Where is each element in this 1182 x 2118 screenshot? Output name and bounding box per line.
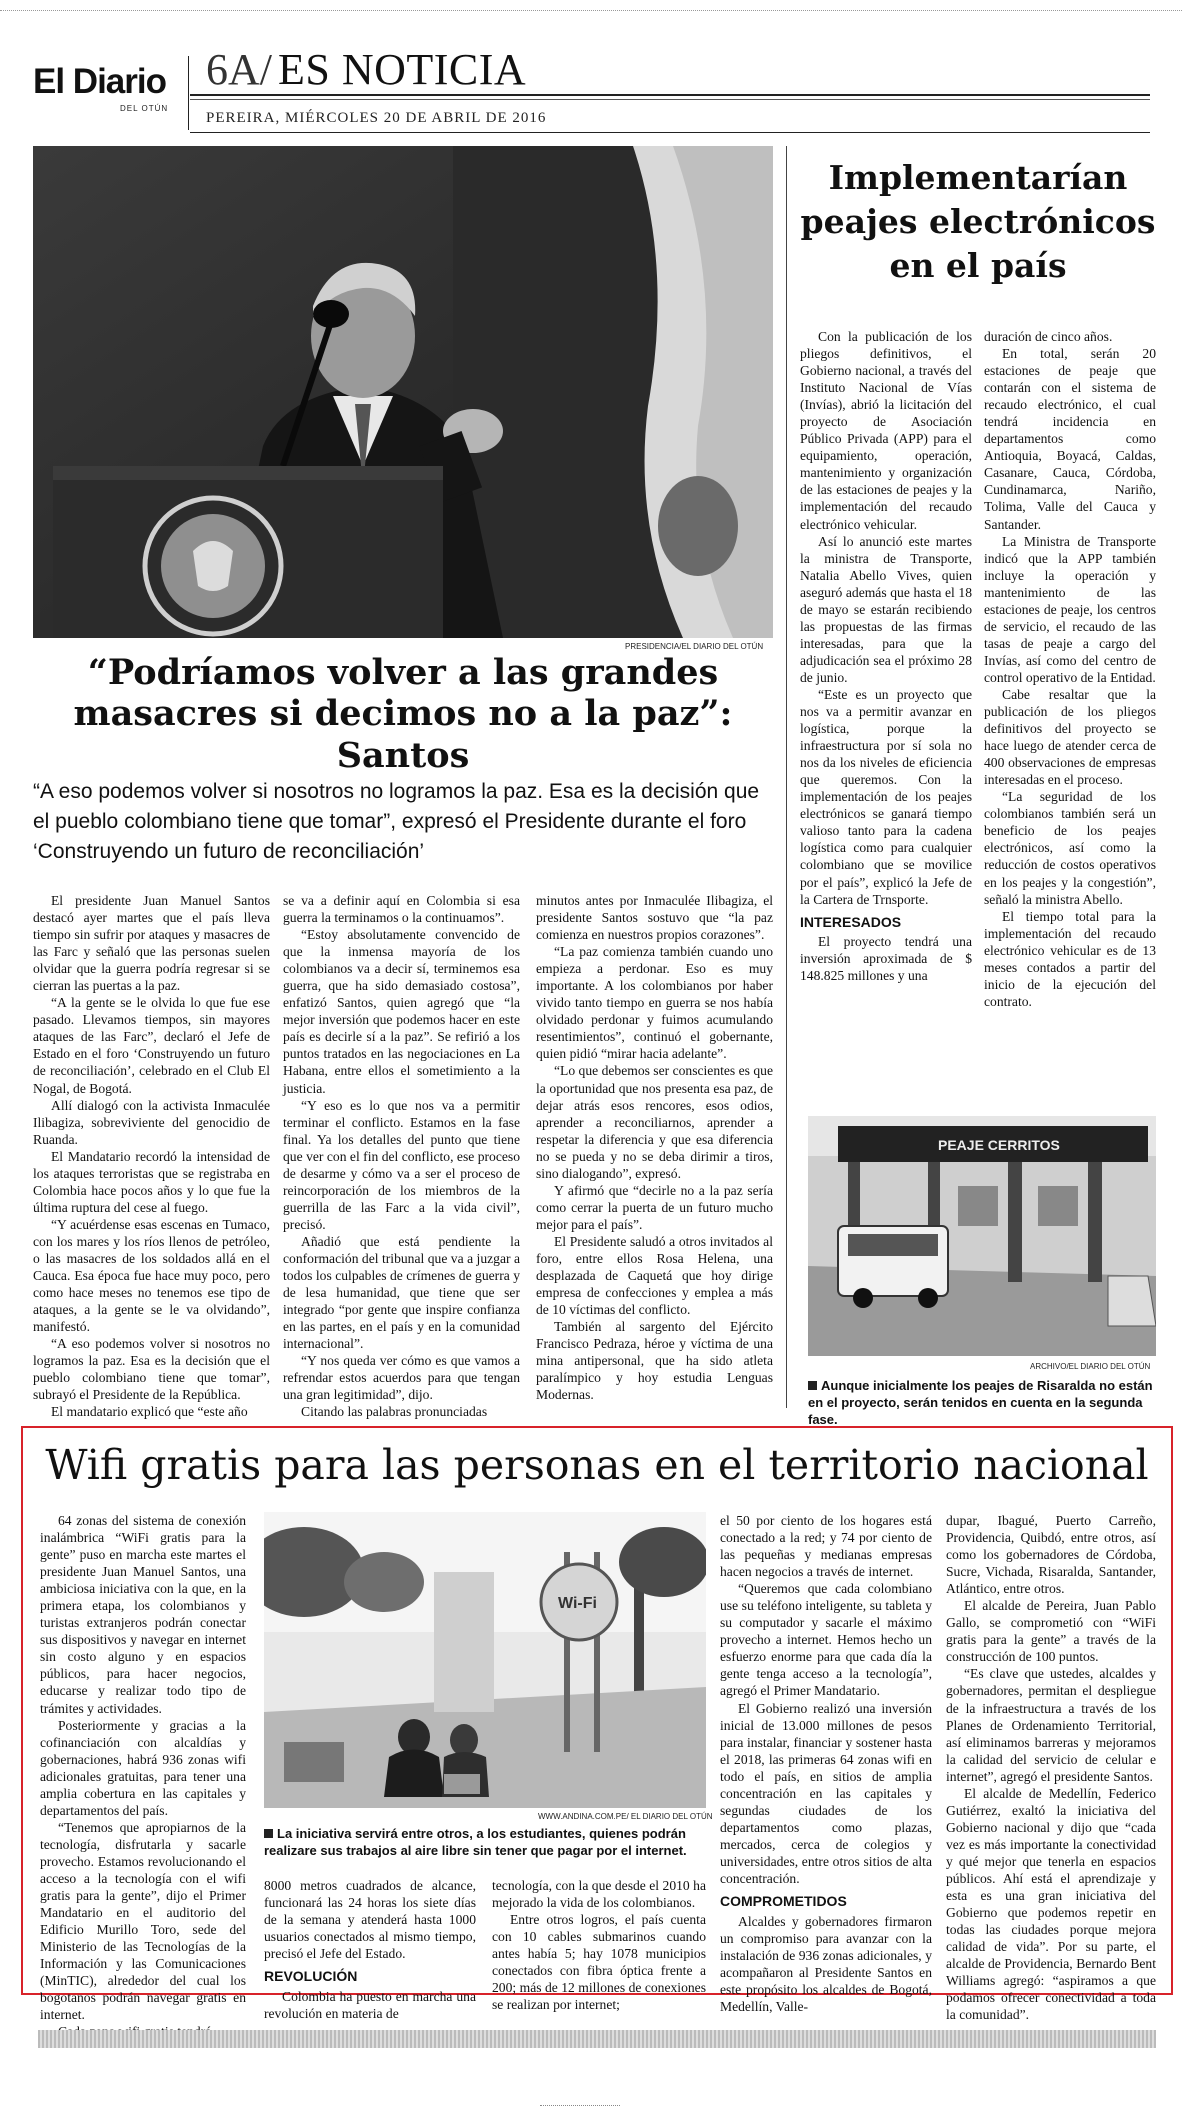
paragraph: Posteriormente y gracias a la cofinanciación con alcaldías y gobernaciones, habrá 936 zonas wifi adicionales gratuitas, para tener una amplia cobertura en las capitales y departamentos del país. [40, 1717, 246, 1818]
dateline: PEREIRA, MIÉRCOLES 20 DE ABRIL DE 2016 [206, 110, 547, 126]
paragraph: “Lo que debemos ser conscientes es que la oportunidad que nos presenta esa paz, de dejar atrás esos rencores, esos odios, aprender a reconciliarnos, aprender a respetar la diferencia y que esa diferencia no se pueda y no se deba dirimir a tiros, sino dialogando”, expresó. [536, 1063, 773, 1181]
paragraph: 64 zonas del sistema de conexión inalámbrica “WiFi gratis para la gente” puso en marcha este martes el presidente Juan Manuel Santos, una ambiciosa iniciativa con la que, en la primera etapa, los colombianos y turistas extranjeros podrán conectar sus dispositivos y navegar en internet sin costo alguno y en espacios públicos, para hacer negocios, educarse y realizar todo tipo de trámites y actividades. [40, 1513, 246, 1716]
paragraph: “A eso podemos volver si nosotros no logramos la paz. Esa es la decisión que el pueblo colombiano tiene que tomar”, subrayó el Presidente de la República. [33, 1336, 270, 1403]
wifi-column-3 [492, 1877, 706, 2013]
paragraph: En total, serán 20 estaciones de peaje que contarán con el sistema de recaudo electrónico, el cual tendrá incidencia en departamentos como Antioquia, Boyacá, Caldas, Casanare, Cauca, Córdoba, Cundinamarca, Nariño, Tolima, Valle del Cauca y Santander. [984, 346, 1156, 532]
paragraph: el 50 por ciento de los hogares está conectado a la red; y 74 por ciento de las pequeñas y medianas empresas hacen negocios a través de internet. [720, 1513, 932, 1580]
header-rule [190, 94, 1150, 96]
subheading: INTERESADOS [800, 913, 902, 930]
paragraph: “Es clave que ustedes, alcaldes y gobernadores, permitan el despliegue de la infraestructura a través de los Planes de Ordenamiento Territorial, así eliminamos barreras y mejoramos la calidad del servicio de celular e internet”, agregó el presidente Santos. [946, 1666, 1156, 1784]
paragraph: El alcalde de Pereira, Juan Pablo Gallo, se comprometió con “WiFi gratis para la gente” a través de la construcción de 100 puntos. [946, 1598, 1156, 1665]
paragraph: Cabe resaltar que la publicación de los pliegos definitivos del proyecto se hace luego de atender cerca de 400 observaciones de empresas interesadas en el proceso. [984, 686, 1156, 788]
paragraph: El proyecto tendrá una inversión aproximada de $ 148.825 millones y una [800, 934, 972, 984]
wifi-photo-credit: WWW.ANDINA.COM.PE/ EL DIARIO DEL OTÚN [538, 1812, 713, 1821]
bottom-band [38, 2030, 1156, 2048]
santos-photo-illustration [33, 146, 773, 638]
paragraph: “Tenemos que apropiarnos de la tecnología, disfrutarla y sacarle provecho. Estamos revolucionando el acceso a la tecnología con el wifi gratis para la gente”, dijo el Primer Mandatario en el auditorio del Edificio Murillo Toro, sede del Ministerio de las Tecnologías de la Información y las Comunicaciones (MinTIC), alrededor del cual los bogotanos podrán navegar gratis en internet. [40, 1819, 246, 2023]
wifi-photo [264, 1512, 706, 1808]
peajes-headline: Implementarían peajes electrónicos en el país [800, 158, 1156, 285]
paragraph: También al sargento del Ejército Francisco Pedraza, héroe y víctima de una mina antipersonal, que ha sido atleta paralímpico y hoy estudia Lenguas Modernas. [536, 1319, 773, 1403]
page-number: 6A/ [206, 45, 272, 94]
dateline-rule [190, 132, 1150, 133]
santos-column-3 [536, 892, 773, 1403]
paragraph: minutos antes por Inmaculée Ilibagiza, el presidente Santos sostuvo que “la paz comienza en nuestros propios corazones”. [536, 893, 773, 943]
peaje-caption-text: Aunque inicialmente los peajes de Risaralda no están en el proyecto, serán tenidos en cuenta en la segunda fase. [808, 1378, 1153, 1427]
paragraph: “Y acuérdense esas escenas en Tumaco, con los mares y los ríos llenos de petróleo, o las masacres de los soldados allá en el Cauca. Esa época fue hace muy poco, pero como hace meses no tenemos ese tipo de ataques, a la gente se le va olvidando”, manifestó. [33, 1216, 270, 1335]
paragraph: Allí dialogó con la activista Inmaculée Ilibagiza, sobreviviente del genocidio de Ruanda. [33, 1097, 270, 1147]
section-title: ES NOTICIA [278, 45, 527, 94]
paragraph: La Ministra de Transporte indicó que la APP también incluye la operación y mantenimiento de las estaciones de peaje, los centros de servicio, el recaudo de las tasas de peaje a cargo del Invías, así como del centro de control operativo de la Entidad. [984, 533, 1156, 685]
peaje-photo-illustration [808, 1116, 1156, 1356]
paragraph: “Y eso es lo que nos va a permitir terminar el conflicto. Estamos en la fase final. Ya los detalles del punto que tiene que ver con el fin del conflicto, ese proceso de desarme y cómo va a ser el proceso de reincorporación de los miembros de la guerrilla de las Farc a la vida civil”, precisó. [283, 1097, 520, 1232]
paragraph: El mandatario explicó que “este año [51, 1404, 248, 1420]
wifi-column-5 [946, 1512, 1156, 2023]
bottom-edge [540, 2105, 620, 2112]
paragraph: Y afirmó que “decirle no a la paz sería como cerrar la puerta de un futuro mucho mejor para el país”. [536, 1182, 773, 1232]
newspaper-logo-sub: DEL OTÚN [120, 104, 169, 113]
wifi-headline: Wifi gratis para las personas en el territorio nacional [45, 1441, 1149, 1489]
paragraph: El alcalde de Medellín, Federico Gutiérrez, exaltó la iniciativa del Gobierno nacional y dijo que “cada vez es más importante la conectividad y qué mejor que tenerla en espacios públicos. Ahí está el aprendizaje y esta es una gran iniciativa del Gobierno que podemos repetir en todas las ciudades porque mejora calidad de vida”. Por su parte, el alcalde de Providencia, Bernardo Bent Williams agregó: “aspiramos a que podamos ofrecer conectividad a toda la comunidad”. [946, 1785, 1156, 2023]
peaje-photo [808, 1116, 1156, 1356]
paragraph: Citando las palabras pronunciadas [301, 1404, 488, 1420]
paragraph: Entre otros logros, el país cuenta con 10 cables submarinos cuando antes había 5; hay 1078 municipios conectados con fibra óptica frente a 200; más de 12 millones de conexiones se realizan por internet; [492, 1912, 706, 2013]
peajes-column-2 [984, 328, 1156, 1010]
header-rule-thin [190, 99, 1150, 100]
top-edge [0, 0, 1182, 11]
subheading: COMPROMETIDOS [720, 1893, 847, 1910]
column-divider [786, 146, 787, 1408]
paragraph: tecnología, con la que desde el 2010 ha mejorado la vida de los colombianos. [492, 1878, 706, 1911]
paragraph: Añadió que está pendiente la conformación del tribunal que va a juzgar a todos los culpables de crímenes de guerra y de lesa humanidad, que tiene que ser integrado “por gente que inspire confianza en las partes, en el país y en la comunidad internacional”. [283, 1233, 520, 1352]
caption-bullet-icon [264, 1829, 273, 1838]
paragraph: “La paz comienza también cuando uno empieza a perdonar. Eso es muy importante. A los colombianos por haber vivido tanto tiempo en guerra se nos había olvidado perdonar y fuimos acumulando resentimientos”, continuó el gobernante, quien pidió “mirar hacia adelante”. [536, 944, 773, 1062]
masthead-divider [188, 56, 189, 130]
peaje-photo-caption [808, 1378, 1156, 1429]
wifi-caption-text: La iniciativa servirá entre otros, a los estudiantes, quienes podrán realizare sus trabajos al aire libre sin tener que pagar por el internet. [264, 1826, 687, 1858]
paragraph: Alcaldes y gobernadores firmaron un compromiso para avanzar con la instalación de 936 zonas adicionales, y acompañaron al Presidente Santos en este propósito los alcaldes de Bogotá, Medellín, Valle- [720, 1913, 932, 2014]
wifi-column-4 [720, 1512, 932, 2015]
paragraph: dupar, Ibagué, Puerto Carreño, Providencia, Quibdó, entre otros, así como los gobernadores de Córdoba, Sucre, Vichada, Risaralda, Santander, Atlántico, entre otros. [946, 1513, 1156, 1597]
wifi-sign: Wi-Fi [558, 1595, 597, 1612]
paragraph: Con la publicación de los pliegos definitivos, el Gobierno nacional, a través del Instituto Nacional de Vías (Invías), abrió la licitación del proyecto de Asociación Público Privada (APP) para el equipamiento, operación, mantenimiento y organización de las estaciones de peajes y la implementación del recaudo electrónico vehicular. [800, 329, 972, 532]
santos-dek: “A eso podemos volver si nosotros no logramos la paz. Esa es la decisión que el pueblo colombiano tiene que tomar”, expresó el Presidente durante el foro ‘Construyendo un futuro de reconciliación’ [33, 780, 760, 863]
paragraph: El Presidente saludó a otros invitados al foro, entre ellos Rosa Helena, una desplazada de Caquetá que hoy dirige empresa de confecciones y emplea a más de 10 víctimas del conflicto. [536, 1233, 773, 1318]
newspaper-logo: El Diario [33, 62, 166, 101]
santos-headline: “Podríamos volver a las grandes masacres si decimos no a la paz”: Santos [73, 652, 733, 776]
paragraph: “Este es un proyecto que nos va a permitir avanzar en logística, porque la infraestructura por sí sola no nos da los niveles de eficiencia que queremos. Con la implementación de los peajes electrónicos se ganará tiempo valioso tanto para la cadena logística como para cualquier colombiano que se movilice por el país”, explicó la Jefe de la Cartera de Trnsporte. [800, 686, 972, 907]
wifi-photo-illustration [264, 1512, 706, 1808]
paragraph: El Gobierno realizó una inversión inicial de 13.000 millones de pesos para instalar, financiar y sostener hasta el 2018, las primeras 64 zonas wifi en todo el país, en sitios de amplia concentración en las capitales y segundas ciudades de los departamentos como plazas, mercados, cerca de colegios y universidades, entre otros sitios de alta concentración. [720, 1700, 932, 1886]
paragraph: El presidente Juan Manuel Santos destacó ayer martes que el país lleva tiempo sin sufrir por ataques y masacres de las Farc y señaló que las personas suelen olvidar que la guerra podría regresar si se cierran las puertas a la paz. [33, 893, 270, 994]
paragraph: “Estoy absolutamente convencido de que la inmensa mayoría de los colombianos va a decir sí, terminemos esa guerra, que ha sido demasiado costosa”, enfatizó Santos, quien agregó que “la mejor inversión que podemos hacer en este país es decirle sí a la paz”. Se refirió a los puntos tratados en las negociaciones en La Habana, entre ellos el sometimiento a la justicia. [283, 927, 520, 1096]
wifi-photo-caption [264, 1826, 706, 1860]
paragraph: “Y nos queda ver cómo es que vamos a refrendar estos acuerdos para que tengan una gran legitimidad”, dijo. [283, 1353, 520, 1403]
peajes-column-1 [800, 328, 972, 984]
santos-photo-credit: PRESIDENCIA/EL DIARIO DEL OTÚN [625, 642, 764, 651]
paragraph: Así lo anunció este martes la ministra de Transporte, Natalia Abello Vives, quien aseguró además que hasta el 18 de mayo se estarán recibiendo las propuestas de las firmas interesadas, para que la adjudicación sea el próximo 28 de junio. [800, 533, 972, 685]
paragraph: se va a definir aquí en Colombia si esa guerra la terminamos o la continuamos”. [283, 893, 520, 926]
santos-photo [33, 146, 773, 638]
caption-bullet-icon [808, 1381, 817, 1390]
paragraph: duración de cinco años. [984, 329, 1113, 344]
peaje-sign: PEAJE CERRITOS [938, 1137, 1060, 1153]
wifi-column-1 [40, 1512, 246, 2040]
paragraph: El tiempo total para la implementación del recaudo electrónico vehicular es de 13 meses contados a partir del inicio de la ejecución del contrato. [984, 908, 1156, 1009]
wifi-column-2 [264, 1877, 476, 2022]
subheading: REVOLUCIÓN [264, 1968, 358, 1985]
paragraph: Colombia ha puesto en marcha una revolución en materia de [264, 1988, 476, 2021]
peaje-photo-credit: ARCHIVO/EL DIARIO DEL OTÚN [1030, 1362, 1151, 1371]
santos-column-1 [33, 892, 270, 1420]
paragraph: “La seguridad de los colombianos también será un beneficio de los peajes electrónicos, así como la reducción de costos operativos en los peajes y la congestión”, señaló la ministra Abello. [984, 789, 1156, 907]
paragraph: El Mandatario recordó la intensidad de los ataques terroristas que se registraba en Colombia hace pocos años y lo que fue la última ruptura del cese al fuego. [33, 1148, 270, 1215]
paragraph: 8000 metros cuadrados de alcance, funcionará las 24 horas los siete días de la semana y atenderá hasta 1000 usuarios conectados al mismo tiempo, precisó el Jefe del Estado. [264, 1878, 476, 1962]
santos-column-2 [283, 892, 520, 1420]
paragraph: “A la gente se le olvida lo que fue ese pasado. Llevamos tiempos, sin mayores ataques de las Farc”, declaró el Jefe de Estado en el foro ‘Construyendo un futuro de reconciliación’, celebrado en el Club El Nogal, de Bogotá. [33, 995, 270, 1096]
paragraph: “Queremos que cada colombiano use su teléfono inteligente, su tableta y su computador y sacarle el máximo provecho a internet. Hemos hecho un esfuerzo enorme para que cada día la gente tenga acceso a la tecnología”, agregó el Primer Mandatario. [720, 1581, 932, 1699]
